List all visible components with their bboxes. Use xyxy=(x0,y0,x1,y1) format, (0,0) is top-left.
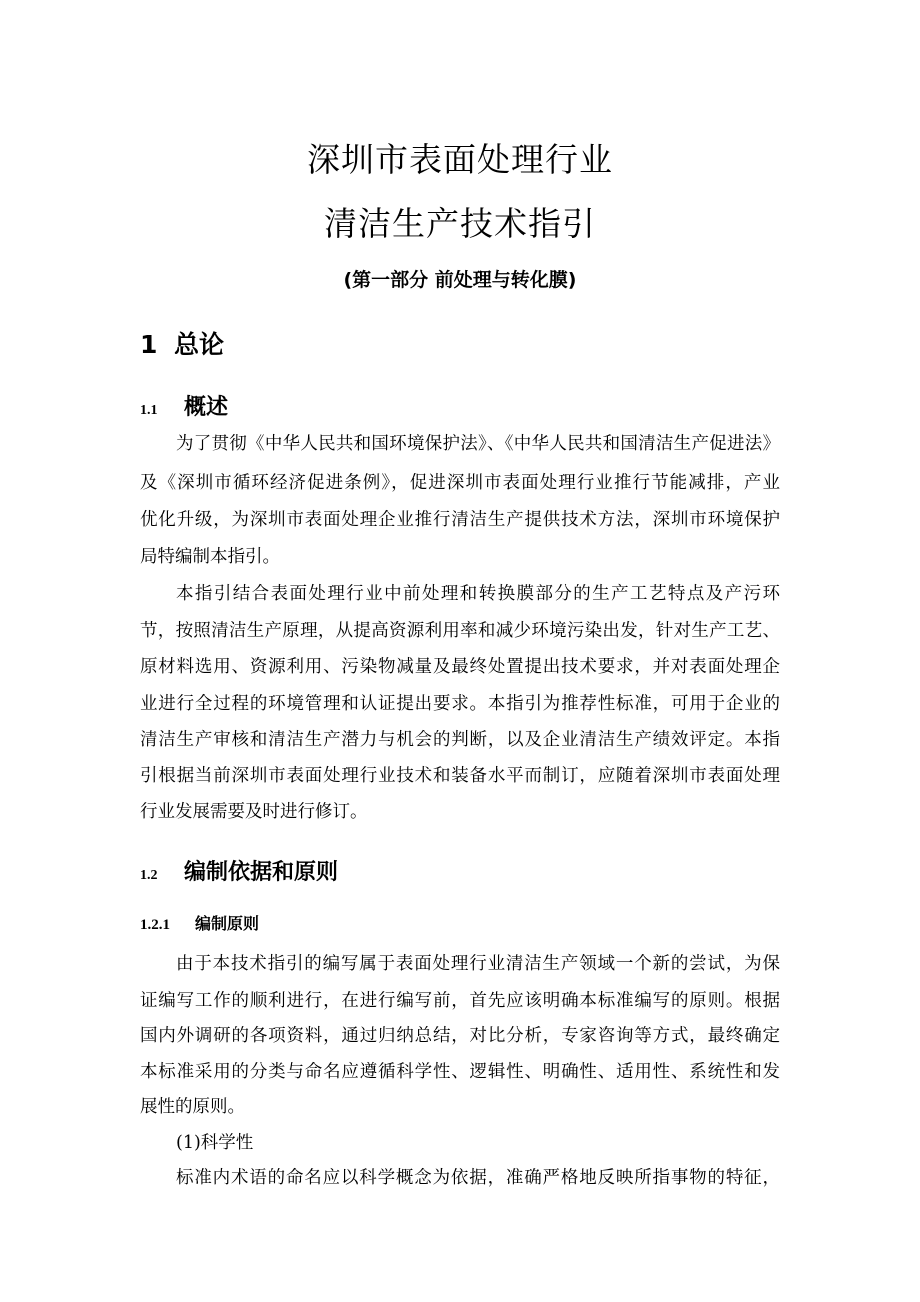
paragraph-line: 本标准采用的分类与命名应遵循科学性、逻辑性、明确性、适用性、系统性和发 xyxy=(140,1062,780,1082)
section-1-2-heading xyxy=(140,855,338,886)
paragraph-line: 优化升级，为深圳市表面处理企业推行清洁生产提供技术方法，深圳市环境保护 xyxy=(140,510,780,530)
paragraph-line: 引根据当前深圳市表面处理行业技术和装备水平而制订，应随着深圳市表面处理 xyxy=(140,766,780,786)
paragraph-line: 原材料选用、资源利用、污染物减量及最终处置提出技术要求，并对表面处理企 xyxy=(140,657,780,677)
section-number: 1 xyxy=(140,330,158,359)
paragraph-line: 清洁生产审核和清洁生产潜力与机会的判断，以及企业清洁生产绩效评定。本指 xyxy=(140,730,780,750)
section-number: 1.1 xyxy=(140,403,158,418)
paragraph-line: 局特编制本指引。 xyxy=(140,547,280,567)
section-title: 编制原则 xyxy=(195,914,260,933)
paragraph-line: 证编写工作的顺利进行，在进行编写前，首先应该明确本标准编写的原则。根据 xyxy=(140,991,780,1011)
paragraph-line: 展性的原则。 xyxy=(140,1097,245,1117)
section-title: 编制依据和原则 xyxy=(184,860,339,885)
paragraph-line: 本指引结合表面处理行业中前处理和转换膜部分的生产工艺特点及产污环 xyxy=(176,584,780,604)
paragraph-line: 节，按照清洁生产原理，从提高资源利用率和减少环境污染出发，针对生产工艺、 xyxy=(140,621,780,641)
section-1-heading xyxy=(140,325,224,361)
section-number: 1.2.1 xyxy=(140,917,170,933)
paragraph-line: 标准内术语的命名应以科学概念为依据，准确严格地反映所指事物的特征， xyxy=(176,1168,780,1188)
paragraph-line: 由于本技术指引的编写属于表面处理行业清洁生产领域一个新的尝试，为保 xyxy=(176,954,780,974)
paragraph-line: 为了贯彻《中华人民共和国环境保护法》、《中华人民共和国清洁生产促进法》 xyxy=(176,434,780,454)
list-item-label: (1)科学性 xyxy=(176,1133,254,1153)
paragraph-line: 业进行全过程的环境管理和认证提出要求。本指引为推荐性标准，可用于企业的 xyxy=(140,694,780,714)
paragraph-line: 行业发展需要及时进行修订。 xyxy=(140,802,368,822)
section-title: 总论 xyxy=(174,330,225,359)
paragraph-line: 及《深圳市循环经济促进条例》，促进深圳市表面处理行业推行节能减排，产业 xyxy=(140,473,780,493)
section-1-2-1-heading xyxy=(140,911,259,934)
section-1-1-heading xyxy=(140,390,228,421)
section-number: 1.2 xyxy=(140,868,158,883)
document-subtitle: (第一部分 前处理与转化膜) xyxy=(343,269,577,291)
document-title-line2: 清洁生产技术指引 xyxy=(324,204,596,243)
paragraph-line: 国内外调研的各项资料，通过归纳总结，对比分析，专家咨询等方式，最终确定 xyxy=(140,1026,780,1046)
document-title-line1: 深圳市表面处理行业 xyxy=(307,140,613,179)
section-title: 概述 xyxy=(184,395,229,420)
